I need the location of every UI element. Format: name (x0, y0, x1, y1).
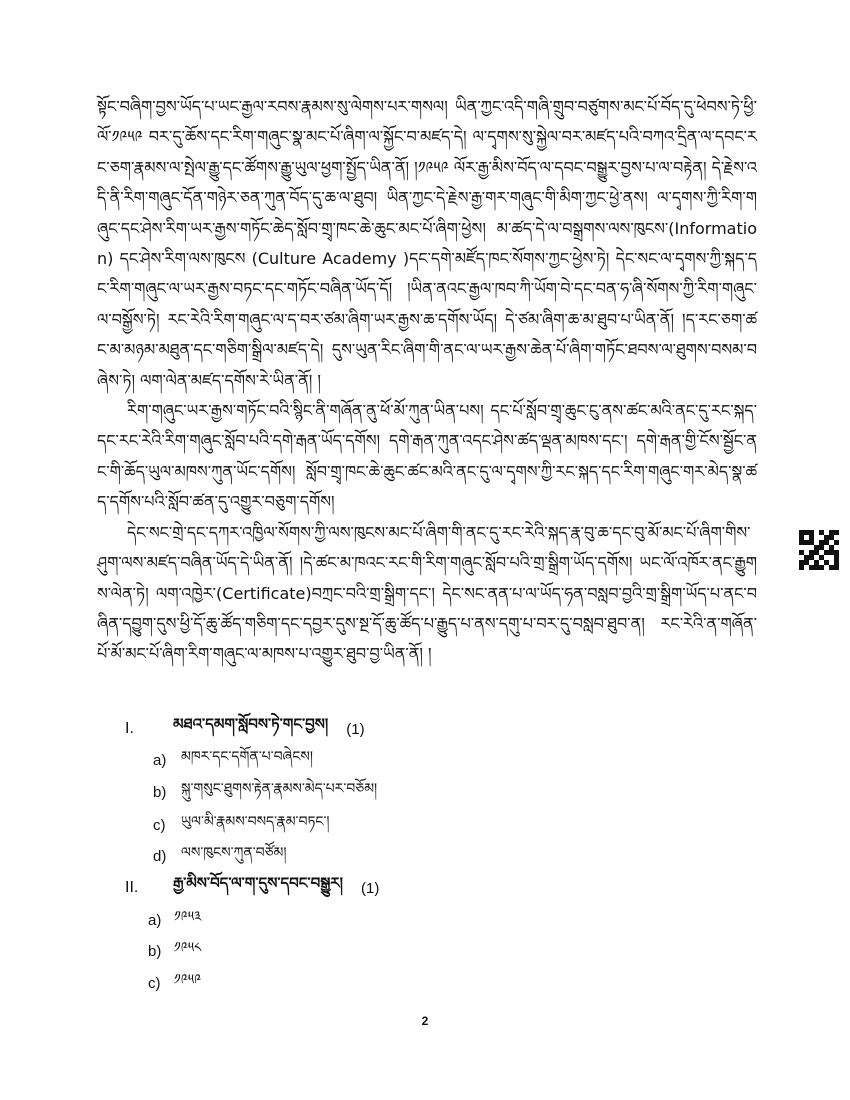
option-letter: b) (148, 942, 162, 960)
option-letter: b) (153, 783, 167, 801)
option-letter: c) (153, 816, 166, 834)
question-2-option-c (148, 963, 201, 1003)
question-1-number: I. (125, 720, 134, 737)
option-letter: d) (153, 847, 167, 865)
question-1-title: མཐའ་དམག་སློབས་ཏེ་གང་བྱས། (173, 715, 329, 733)
question-2-marks: (1) (361, 879, 380, 897)
passage-paragraph-1: སྟོང་བཞིག་བྱས་ཡོད་པ་ཡང་རྒྱལ་རབས་རྣམས་སུ་ལེགས་པར་གསལ། ཡིན་ཀྱང་འདི་གཞི་གྲུབ་བཙུགས་མང་པོ་བོད་དུ་ཕེབས་ཏེ་ཕྱི་ལོ་༡༩༥༩ བར་དུ་ཆོས་དང་རིག་གཞུང་སྣ་མང་པོ་ཞིག་ལ་སྐྱོང་བ་མཛད་དེ། ལ་དྭགས་སུ་སྐྱེལ་བར་མཛད་པའི་བཀའ་དྲིན་ལ་དབང་རང་ཅག་རྣམས་ལ་སྤེལ་རྒྱུ་དང་ཚོགས་རྒྱུ་ཡུལ་ཕྱག་སྤྱོད་ཡིན་ནོ། །༡༩༥༩ ལོར་རྒྱ་མིས་བོད་ལ་དབང་བསྒྱུར་བྱས་པ་ལ་བརྟེན། དེ་རྗེས་འདི་ནི་རིག་གཞུང་དོན་གཉེར་ཅན་ཀུན་བོད་དུ་ཆ་ལ་ཐུབ། ཡིན་ཀྱང་དེ་རྗེས་རྒྱ་གར་གཞུང་གི་མིག་ཀྱང་ཕྱེ་ནས། ལ་དྭགས་ཀྱི་རིག་གཞུང་དང་ཤེས་རིག་ཡར་རྒྱས་གཏོང་ཆེད་སློབ་གྲྭ་ཁང་ཆེ་ཆུང་མང་པོ་ཞིག་ཕྱེས། མ་ཚད་དེ་ལ་བསྒྲགས་ལས་ཁུངས་(Information) དང་ཤེས་རིག་ལས་ཁུངས (Culture Academy )དང་དགེ་མཛོད་ཁང་སོགས་ཀྱང་ཕྱེས་ཏེ། དེང་སང་ལ་དྭགས་ཀྱི་སྐད་དང་རིག་གཞུང་ལ་ཡར་རྒྱས་བཏང་དང་གཏོང་བཞིན་ཡོད་དོ། །ཡིན་ནའང་རྒྱལ་ཁབ་ཀི་ཡོག་བེ་དང་བན་ཧ་ཞི་སོགས་ཀྱི་རིག་གཞུང་ལ་བསྒྱོས་ཏེ། རང་རེའི་རིག་གཞུང་ལ་ད་བར་ཙམ་ཞིག་ཡར་རྒྱས་ཆ་དགོས་ཡོད། དེ་ཙམ་ཞིག་ཆ་མ་ཐུབ་པ་ཡིན་ནོ། །ད་རང་ཅག་ཚང་མ་མཉམ་མཐུན་དང་གཅིག་སྒྲིལ་མཛད་དེ། དུས་ཡུན་རིང་ཞིག་གི་ནང་ལ་ཡར་རྒྱས་ཆེན་པོ་ཞིག་གཏོང་ཐབས་ལ་ཐུགས་བསམ་བཞེས་ཏེ། ལག་ལེན་མཛད་དགོས་རེ་ཡིན་ནོ། ། (97, 97, 757, 390)
passage-paragraph-2: རིག་གཞུང་ཡར་རྒྱས་གཏོང་བའི་སྙིང་ནི་གཞོན་ནུ་ཕོ་མོ་ཀུན་ཡིན་པས། དང་པོ་སློབ་གྲྭ་ཆུང་ངུ་ནས་ཚང་མའི་ནང་དུ་རང་སྐད་དང་རང་རེའི་རིག་གཞུང་སློབ་པའི་དགེ་རྒན་ཡོད་དགོས། དགེ་རྒན་ཀུན་འདང་ཤེས་ཚད་ལྡན་མཁས་དང་། དགེ་རྒན་གྱི་ངོས་སྦྱོང་ནང་གི་ཆོད་ཡུལ་མཁས་ཀུན་ཡོང་དགོས། སློབ་གྲྭ་ཁང་ཆེ་ཆུང་ཚང་མའི་ནང་དུ་ལ་དྭགས་ཀྱི་རང་སྐད་དང་རིག་གཞུང་གར་མེད་སྣ་ཚད་དགོས་པའི་སློབ་ཚན་དུ་འགྱུར་བཅུག་དགོས། (97, 401, 757, 512)
question-1-marks: (1) (346, 720, 365, 738)
question-2-number: II. (125, 879, 139, 896)
page-number: 2 (421, 1014, 429, 1028)
option-text: མཁར་དང་དགོན་པ་བཞེངས། (181, 749, 313, 765)
option-text: ༡༩༥༨ (174, 940, 202, 956)
option-text: ལས་ཁུངས་ཀུན་བཙོམ། (181, 845, 287, 861)
option-text: ཡུལ་མི་རྣམས་བསད་རྣམ་བཏང་། (181, 814, 330, 830)
option-text: ༡༩༥༣ (174, 909, 202, 925)
option-text: ༡༩༥༩ (174, 972, 202, 988)
passage-paragraph-3: དེང་སང་གྲེ་དང་དཀར་འཁྱིལ་སོགས་ཀྱི་ལས་ཁུངས་མང་པོ་ཞིག་གི་ནང་དུ་རང་རེའི་སྐད་རྣ་བུ་ཆ་དང་བུ་མོ་མང་པོ་ཞིག་གིས་ཤུག་ལས་མཛད་བཞིན་ཡོད་དེ་ཡིན་ནོ། །དེ་ཚང་མ་ཁའང་རང་གི་རིག་གཞུང་སློབ་པའི་གྲ་སྒྲིག་ཡོད་དགོས། ཡང་ལོ་འཁོར་ནང་རྒྱུགས་ལེན་ཏེ། ལག་འཁྱེར་(Certificate)བཀྲང་བའི་གྲ་སྒྲིག་དང་། དེང་སང་ནན་པ་ལ་ཡོད་ཧན་བསླབ་བྱའི་གྲ་སྒྲིག་ཡོད་པ་ནང་བཞིན་དབྱུག་དུས་ཕྱི་དོ་ཆུ་ཚོད་གཅིག་དང་དབྱར་དུས་སྔ་དོ་ཆུ་ཚོད་པ་རྒྱུད་པ་ནས་དགུ་པ་བར་དུ་བསླབ་ཐུབ་ན། རང་རེའི་ན་གཞོན་པོ་མོ་མང་པོ་ཞིག་རིག་གཞུང་ལ་མཁས་པ་འགྱུར་ཐུབ་བྱ་ཡིན་ནོ། ། (97, 522, 757, 664)
qr-code-icon (799, 530, 839, 570)
option-text: སྐུ་གསུང་ཐུགས་རྟེན་རྣམས་མེད་པར་བཅོམ། (181, 781, 378, 797)
question-2-title: རྒྱ་མིས་བོད་ལ་ག་དུས་དབང་བསྒྱུར། (173, 874, 343, 892)
option-letter: a) (148, 911, 162, 929)
option-letter: a) (153, 751, 167, 769)
reading-passage (97, 92, 757, 670)
option-letter: c) (148, 974, 161, 992)
